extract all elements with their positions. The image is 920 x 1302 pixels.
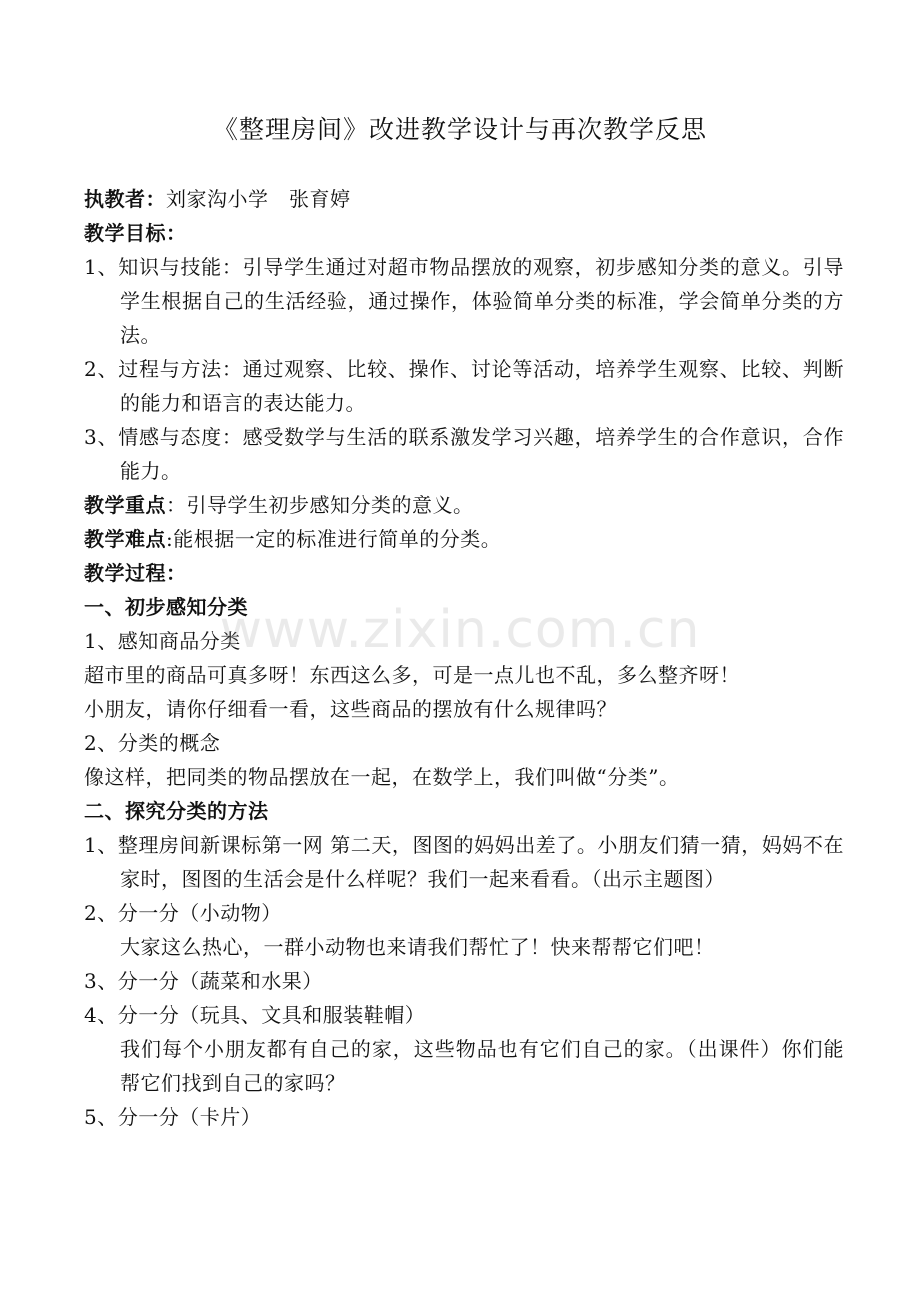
key-point-line [84, 488, 844, 522]
objective-item-2: 2、过程与方法：通过观察、比较、操作、讨论等活动，培养学生观察、比较、判断的能力和语言的表达能力。 [84, 357, 844, 415]
difficulty-line [84, 522, 844, 556]
section2-item-4-text: 我们每个小朋友都有自己的家，这些物品也有它们自己的家。（出课件）你们能帮它们找到自己的家吗？ [120, 1037, 844, 1095]
difficulty-label: 教学难点 [84, 527, 166, 551]
section2-item-1: 1、整理房间新课标第一网 第二天，图图的妈妈出差了。小朋友们猜一猜，妈妈不在家时，图图的生活会是什么样呢？我们一起来看看。（出示主题图） [84, 833, 844, 891]
watermark: www.zixin.com.cn [219, 600, 701, 660]
section2-item-4: 4、分一分（玩具、文具和服装鞋帽） [84, 1003, 426, 1027]
document-body [84, 182, 844, 1134]
section1-sub1: 1、感知商品分类 [84, 629, 241, 653]
section1-para2: 小朋友，请你仔细看一看，这些商品的摆放有什么规律吗？ [84, 697, 617, 721]
objectives-heading: 教学目标： [84, 221, 187, 245]
section1-para1: 超市里的商品可真多呀！东西这么多，可是一点儿也不乱，多么整齐呀！ [84, 663, 740, 687]
difficulty-value: :能根据一定的标准进行简单的分类。 [166, 527, 502, 551]
key-point-value: ：引导学生初步感知分类的意义。 [166, 493, 474, 517]
process-heading: 教学过程： [84, 561, 187, 585]
objective-item-1: 1、知识与技能：引导学生通过对超市物品摆放的观察，初步感知分类的意义。引导学生根据自己的生活经验，通过操作，体验简单分类的标准，学会简单分类的方法。 [84, 255, 844, 347]
section1-sub2: 2、分类的概念 [84, 731, 221, 755]
section2-item-3: 3、分一分（蔬菜和水果） [84, 969, 323, 993]
section2-item-5: 5、分一分（卡片） [84, 1105, 262, 1129]
document-title: 《整理房间》改进教学设计与再次教学反思 [212, 115, 707, 144]
section2-heading: 二、探究分类的方法 [84, 799, 269, 823]
section1-heading: 一、初步感知分类 [84, 595, 248, 619]
objective-item-3: 3、情感与态度：感受数学与生活的联系激发学习兴趣，培养学生的合作意识，合作能力。 [84, 425, 844, 483]
section1-para3: 像这样，把同类的物品摆放在一起，在数学上，我们叫做“分类”。 [84, 765, 680, 789]
author-line [84, 182, 844, 216]
section2-item-2: 2、分一分（小动物） [84, 901, 282, 925]
author-label: 执教者： [84, 187, 166, 211]
author-value: 刘家沟小学 张育婷 [166, 187, 351, 211]
key-point-label: 教学重点 [84, 493, 166, 517]
section2-item-2-text: 大家这么热心，一群小动物也来请我们帮忙了！快来帮帮它们吧！ [120, 935, 715, 959]
